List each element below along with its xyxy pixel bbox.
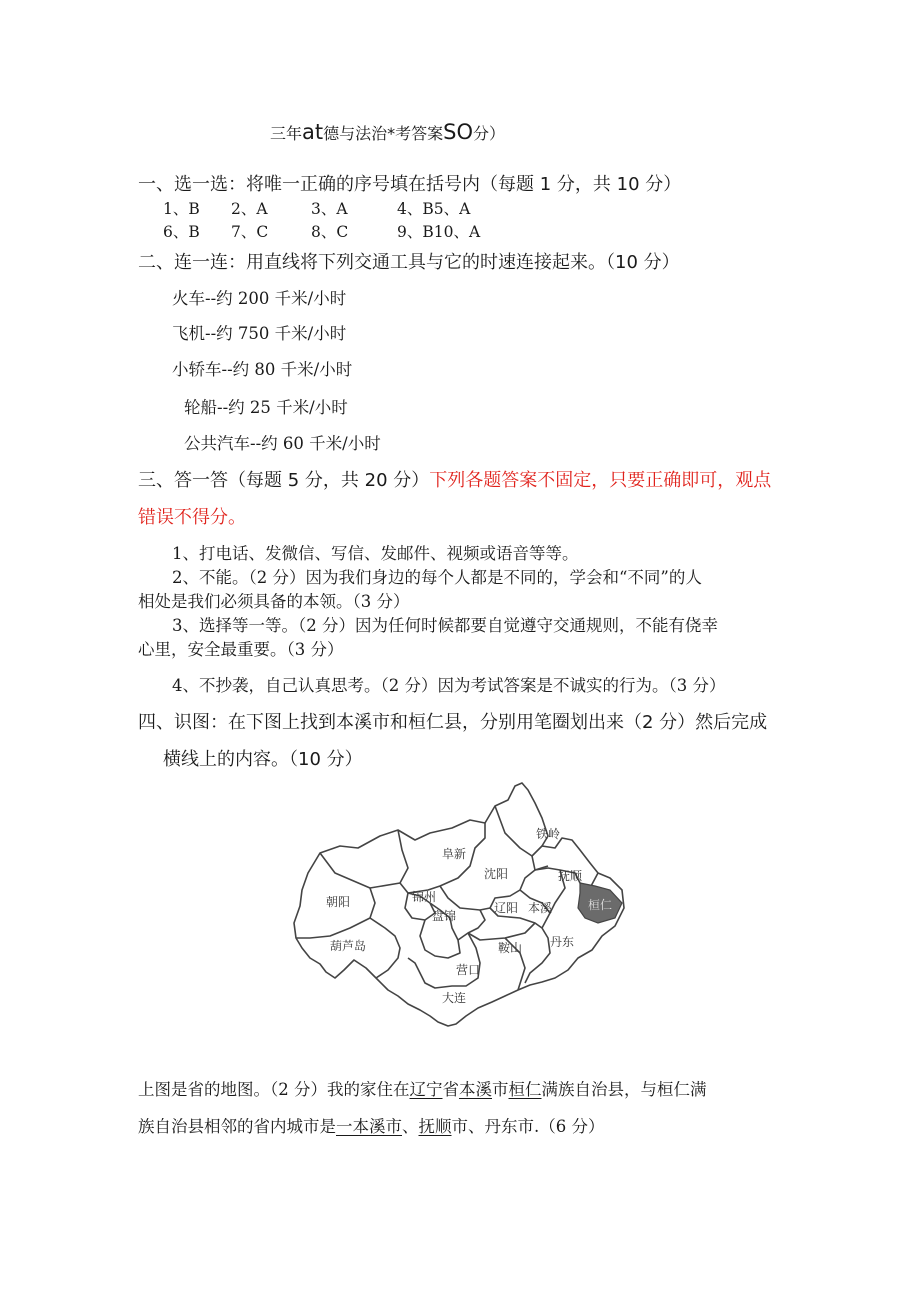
map-label-chaoyang: 朝阳 (326, 895, 351, 909)
section1-heading: 一、选一选：将唯一正确的序号填在括号内（每题 1 分，共 10 分） (138, 174, 682, 195)
fill-answer: 一本溪市 (336, 1117, 402, 1136)
answer-3-line2: 心里，安全最重要。（3 分） (138, 640, 344, 659)
fill-answer: 桓仁 (508, 1080, 542, 1099)
answer-item: 4、B5、A (397, 200, 471, 218)
map-label-shenyang: 沈阳 (484, 867, 509, 881)
map-label-panjin: 盘锦 (432, 909, 457, 923)
fill-line-1 (138, 1076, 707, 1100)
title-text: SO (443, 120, 473, 144)
fill-line-2 (138, 1113, 605, 1137)
map-label-anshan: 鞍山 (498, 941, 523, 955)
transport-item: 轮船--约 25 千米/小时 (184, 398, 348, 417)
fill-text: 族自治县相邻的省内城市是 (138, 1117, 336, 1136)
liaoning-map (280, 778, 640, 1038)
fill-text: 满族自治县，与桓仁满 (541, 1080, 707, 1099)
fill-text: 市 (492, 1080, 509, 1099)
answer-item: 9、B10、A (397, 223, 481, 241)
map-label-dalian: 大连 (442, 991, 467, 1005)
answer-2-line2: 相处是我们必须具备的本领。（3 分） (138, 592, 410, 611)
answer-item: 1、B (163, 200, 200, 218)
title-text: at (302, 120, 324, 144)
title-text: 德与法治*考答案 (323, 124, 444, 143)
map-label-benxi: 本溪 (528, 901, 553, 915)
section3-note-cont: 错误不得分。 (138, 507, 246, 528)
map-label-huanren: 桓仁 (588, 898, 613, 912)
section3-heading: 三、答一答（每题 5 分，共 20 分） (138, 470, 430, 491)
answer-item: 7、C (231, 223, 269, 241)
section2-heading: 二、连一连：用直线将下列交通工具与它的时速连接起来。（10 分） (138, 252, 680, 273)
title-text: 三年 (270, 124, 303, 143)
fill-answer: 抚顺 (418, 1117, 452, 1136)
map-label-yingkou: 营口 (456, 963, 481, 977)
map-label-liaoyang: 辽阳 (494, 901, 519, 915)
answer-1: 1、打电话、发微信、写信、发邮件、视频或语音等等。 (172, 544, 579, 563)
section3-heading-line (138, 466, 771, 492)
fill-text: 、 (402, 1117, 419, 1136)
map-label-fuxin: 阜新 (442, 847, 467, 861)
map-label-jinzhou: 锦州 (412, 890, 437, 904)
transport-item: 小轿车--约 80 千米/小时 (172, 360, 353, 379)
transport-item: 火车--约 200 千米/小时 (172, 289, 347, 308)
section4-heading-line2: 横线上的内容。（10 分） (163, 749, 363, 770)
transport-item: 飞机--约 750 千米/小时 (172, 324, 347, 343)
fill-answer: 本溪 (459, 1080, 492, 1099)
map-label-tieling: 铁岭 (536, 827, 561, 841)
map-label-fushun: 抚顺 (558, 869, 583, 883)
answer-3-line1: 3、选择等一等。（2 分）因为任何时候都要自觉遵守交通规则，不能有侥幸 (172, 616, 718, 635)
page-title (270, 120, 505, 144)
answer-item: 8、C (311, 223, 349, 241)
answer-item: 3、A (311, 200, 348, 218)
answer-item: 6、B (163, 223, 200, 241)
answer-4: 4、不抄袭，自己认真思考。（2 分）因为考试答案是不诚实的行为。（3 分） (172, 676, 726, 695)
fill-answer: 辽宁 (409, 1080, 443, 1099)
fill-text: 上图是省的地图。（2 分）我的家住在 (138, 1080, 410, 1099)
section1-answers-row2 (163, 220, 480, 242)
map-label-huludao: 葫芦岛 (330, 939, 367, 953)
fill-text: 省 (442, 1080, 459, 1099)
transport-item: 公共汽车--约 60 千米/小时 (184, 434, 381, 453)
section1-answers-row1 (163, 197, 470, 219)
answer-item: 2、A (231, 200, 268, 218)
answer-2-line1: 2、不能。（2 分）因为我们身边的每个人都是不同的，学会和“不同”的人 (172, 568, 702, 587)
section4-heading-line1: 四、识图：在下图上找到本溪市和桓仁县，分别用笔圈划出来（2 分）然后完成 (138, 712, 768, 733)
fill-text: 市、丹东市.（6 分） (451, 1117, 605, 1136)
section3-note: 下列各题答案不固定，只要正确即可，观点 (429, 470, 772, 491)
map-label-dandong: 丹东 (550, 935, 575, 949)
title-text: 分） (473, 124, 506, 143)
